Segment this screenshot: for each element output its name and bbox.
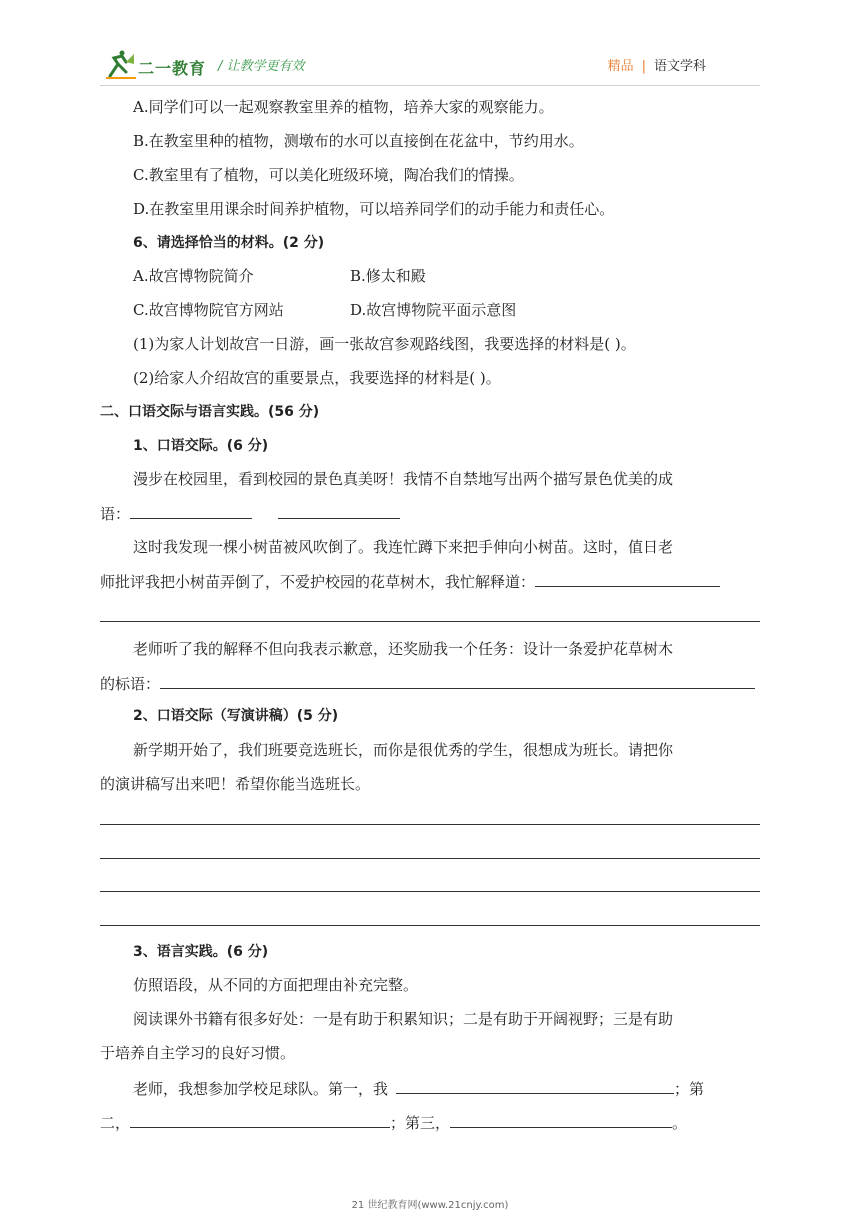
explanation-blank[interactable]	[535, 571, 720, 587]
part-3-instruction: 仿照语段，从不同的方面把理由补充完整。	[133, 976, 419, 994]
brand-logo	[104, 50, 214, 80]
q5-option-c: C.教室里有了植物，可以美化班级环境，陶冶我们的情操。	[133, 166, 524, 184]
header-separator: |	[641, 59, 646, 74]
q5-option-a: A.同学们可以一起观察教室里养的植物，培养大家的观察能力。	[133, 98, 554, 116]
page-footer: 21 世纪教育网(www.21cnjy.com)	[351, 1200, 509, 1211]
part-2-title: 2、口语交际（写演讲稿）(5 分)	[133, 708, 339, 724]
slogan-blank[interactable]	[160, 673, 755, 689]
explanation-prompt: 师批评我把小树苗弄倒了，不爱护校园的花草树木，我忙解释道：	[100, 573, 536, 591]
reason-1-blank[interactable]	[396, 1078, 674, 1094]
part-1-para-1-line-1: 漫步在校园里，看到校园的景色真美呀！我情不自禁地写出两个描写景色优美的成	[133, 470, 674, 488]
quality-label: 精品	[607, 59, 634, 74]
reason-1-prompt: 老师，我想参加学校足球队。第一，我	[133, 1080, 389, 1098]
part-1-para-2-line-2	[100, 571, 720, 592]
reason-2-prompt-end: 二，	[100, 1114, 131, 1132]
subject-label: 语文学科	[653, 59, 706, 74]
q6-option-b: B.修太和殿	[350, 267, 426, 285]
explanation-answer-line[interactable]	[100, 621, 760, 622]
reason-3-prompt: ；第三，	[390, 1114, 451, 1132]
part-1-para-2-line-1: 这时我发现一棵小树苗被风吹倒了。我连忙蹲下来把手伸向小树苗。这时，值日老	[133, 538, 674, 556]
section-2-title: 二、口语交际与语言实践。(56 分)	[100, 404, 320, 420]
fill-end-mark: 。	[672, 1114, 688, 1132]
speech-answer-line-1[interactable]	[100, 824, 760, 825]
q6-sub-question-1: (1)为家人计划故宫一日游，画一张故宫参观路线图，我要选择的材料是( )。	[133, 335, 636, 353]
q6-option-c: C.故宫博物院官方网站	[133, 301, 284, 319]
part-1-para-3-line-2	[100, 673, 755, 694]
q6-option-d: D.故宫博物院平面示意图	[350, 301, 517, 319]
part-1-title: 1、口语交际。(6 分)	[133, 438, 269, 454]
reason-2-prompt-start: ；第	[674, 1080, 705, 1098]
part-3-example-line-1: 阅读课外书籍有很多好处：一是有助于积累知识；二是有助于开阔视野；三是有助	[133, 1010, 674, 1028]
speech-answer-line-2[interactable]	[100, 858, 760, 859]
part-3-title: 3、语言实践。(6 分)	[133, 944, 269, 960]
header-rule	[100, 85, 760, 86]
q6-option-a: A.故宫博物院简介	[133, 267, 254, 285]
part-3-example-line-2: 于培养自主学习的良好习惯。	[100, 1044, 296, 1062]
q6-title: 6、请选择恰当的材料。(2 分)	[133, 235, 325, 251]
runner-flag-icon	[104, 50, 138, 80]
speech-answer-line-3[interactable]	[100, 891, 760, 892]
part-3-fill-line-1	[133, 1078, 704, 1099]
q6-sub-question-2: (2)给家人介绍故宫的重要景点，我要选择的材料是( )。	[133, 369, 501, 387]
part-1-para-3-line-1: 老师听了我的解释不但向我表示歉意，还奖励我一个任务：设计一条爱护花草树木	[133, 640, 674, 658]
part-2-para-line-2: 的演讲稿写出来吧！希望你能当选班长。	[100, 775, 371, 793]
header-right	[608, 55, 706, 74]
part-3-fill-line-2	[100, 1112, 687, 1133]
reason-3-blank[interactable]	[450, 1112, 672, 1128]
idiom-prompt: 语：	[100, 505, 131, 523]
q5-option-b: B.在教室里种的植物，测墩布的水可以直接倒在花盆中，节约用水。	[133, 132, 584, 150]
part-2-para-line-1: 新学期开始了，我们班要竞选班长，而你是很优秀的学生，很想成为班长。请把你	[133, 741, 674, 759]
reason-2-blank[interactable]	[130, 1112, 390, 1128]
page-header	[0, 0, 860, 90]
slogan-prompt: 的标语：	[100, 675, 161, 693]
speech-answer-line-4[interactable]	[100, 925, 760, 926]
header-slogan: / 让教学更有效	[218, 59, 305, 74]
idiom-blank-2[interactable]	[278, 503, 400, 519]
idiom-blank-1[interactable]	[130, 503, 252, 519]
part-1-para-1-line-2	[100, 503, 400, 524]
logo-text: 二一教育	[138, 59, 207, 78]
q5-option-d: D.在教室里用课余时间养护植物，可以培养同学们的动手能力和责任心。	[133, 200, 615, 218]
